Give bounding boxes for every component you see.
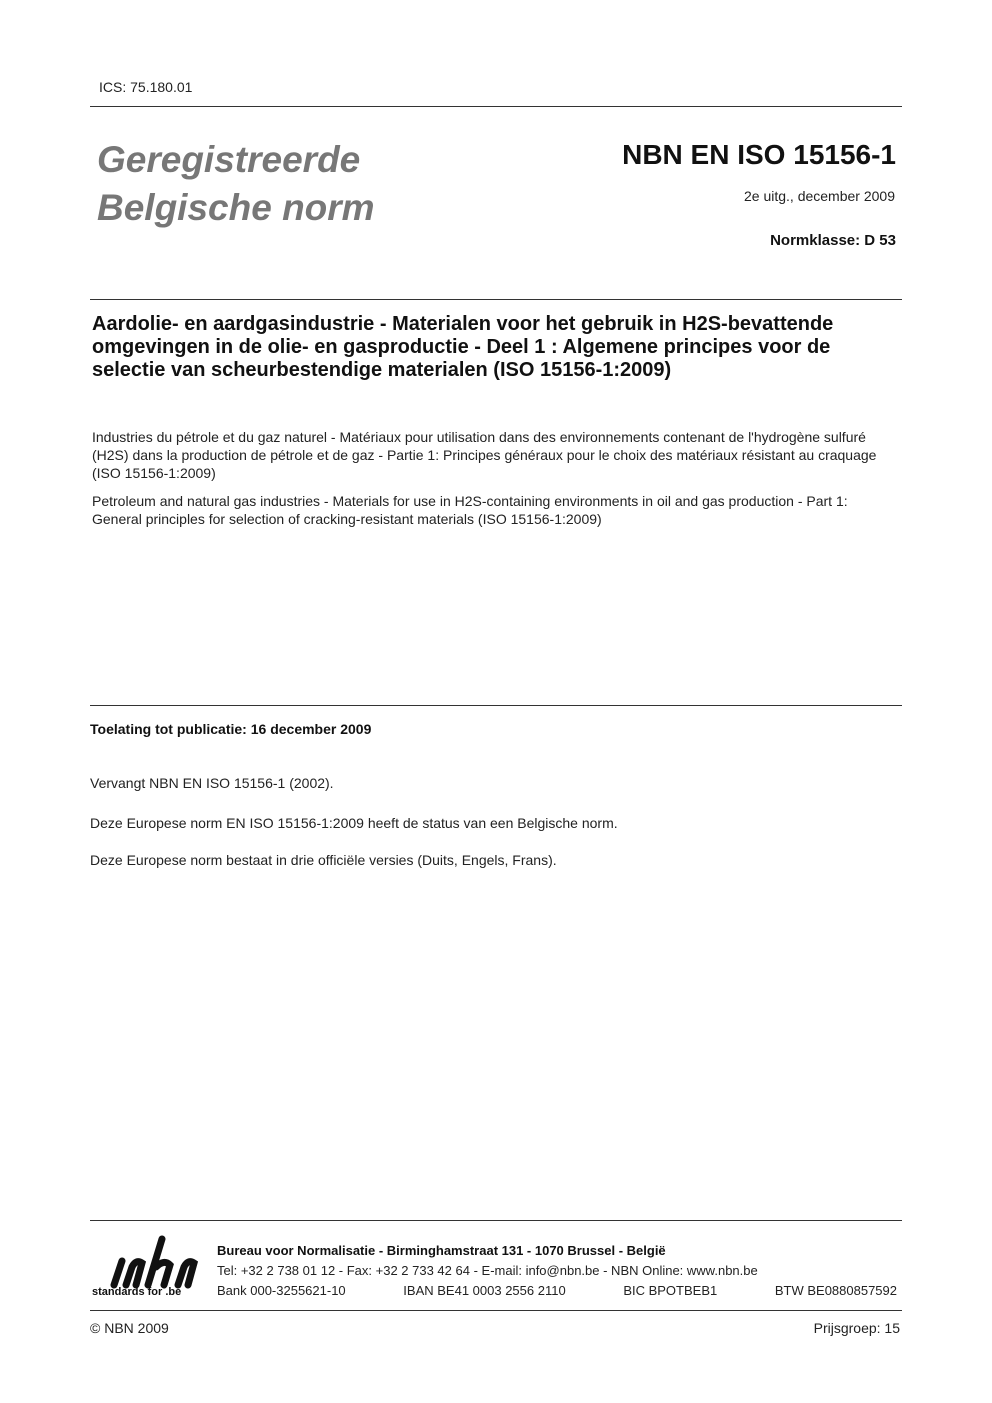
publication-date: Toelating tot publicatie: 16 december 2009	[90, 721, 372, 737]
status-note: Deze Europese norm EN ISO 15156-1:2009 heeft de status van een Belgische norm.	[90, 815, 618, 831]
ics-code: ICS: 75.180.01	[99, 79, 193, 95]
registered-standard-title	[97, 136, 375, 232]
iban: IBAN BE41 0003 2556 2110	[403, 1283, 566, 1298]
footer-address: Bureau voor Normalisatie - Birminghamstraat 131 - 1070 Brussel - België	[217, 1243, 666, 1258]
price-group: Prijsgroep: 15	[813, 1320, 900, 1336]
footer-divider	[90, 1220, 902, 1221]
registered-title-line-2: Belgische norm	[97, 187, 375, 228]
edition-info: 2e uitg., december 2009	[744, 188, 895, 204]
registered-title-line-1: Geregistreerde	[97, 139, 361, 180]
versions-note: Deze Europese norm bestaat in drie officiële versies (Duits, Engels, Frans).	[90, 852, 557, 868]
title-dutch: Aardolie- en aardgasindustrie - Materialen voor het gebruik in H2S-bevattende omgevingen in de olie- en gasproductie - Deel 1 : Algemene principes voor de selectie van scheurbestendige materialen (ISO 15156-1:2009)	[92, 313, 834, 381]
footer-contact: Tel: +32 2 738 01 12 - Fax: +32 2 733 42 64 - E-mail: info@nbn.be - NBN Online: www.nbn.be	[217, 1263, 758, 1278]
title-english: Petroleum and natural gas industries - Materials for use in H2S-containing environments in oil and gas production - Part 1: General principles for selection of cracking-resistant materials (ISO 15156-1:2009)	[92, 493, 848, 527]
bank-account: Bank 000-3255621-10	[217, 1283, 346, 1298]
bic: BIC BPOTBEB1	[623, 1283, 718, 1298]
top-divider	[90, 106, 902, 107]
title-french: Industries du pétrole et du gaz naturel - Matériaux pour utilisation dans des environnements contenant de l'hydrogène sulfuré (H2S) dans la production de pétrole et de gaz - Partie 1: Principes généraux pour le choix des matériaux résistant au craquage (ISO 15156-1:2009)	[92, 429, 877, 481]
norm-class: Normklasse: D 53	[770, 232, 896, 249]
vat-number: BTW BE0880857592	[774, 1283, 897, 1298]
standard-number: NBN EN ISO 15156-1	[622, 139, 896, 170]
footer-bank-details	[217, 1283, 897, 1298]
replaces-note: Vervangt NBN EN ISO 15156-1 (2002).	[90, 775, 334, 791]
publication-divider	[90, 705, 902, 706]
title-divider	[90, 299, 902, 300]
bottom-divider	[90, 1310, 902, 1311]
logo-tagline: standards for .be	[92, 1286, 182, 1298]
copyright: © NBN 2009	[90, 1320, 169, 1336]
